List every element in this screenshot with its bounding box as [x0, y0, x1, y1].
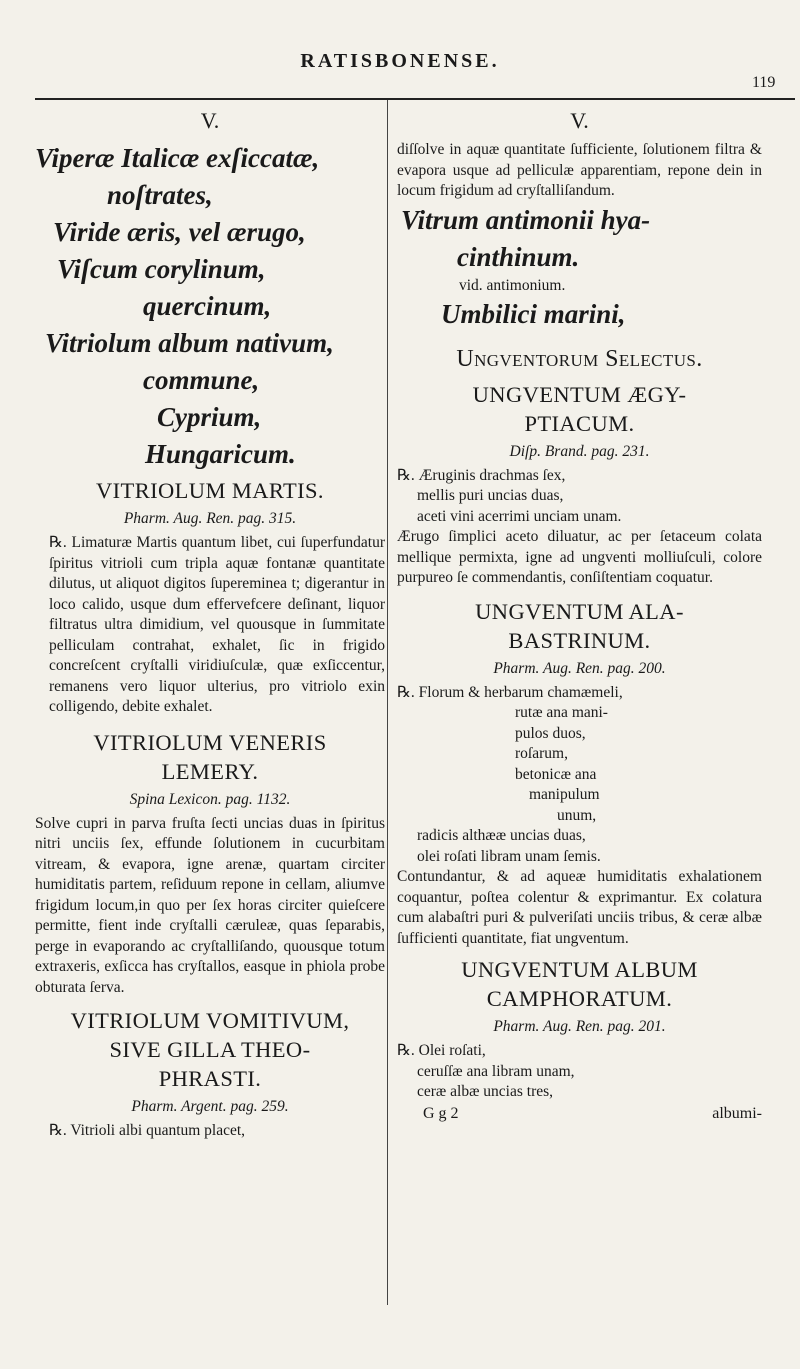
section-letter: V. — [570, 108, 589, 133]
section-ungventum-album — [397, 955, 762, 1103]
section-title: UNGVENTUM ÆGY- — [472, 381, 687, 407]
page-footer — [397, 1105, 762, 1123]
ingredient-line: roſarum, — [515, 745, 568, 762]
index-entry: Hungaricum. — [145, 439, 296, 469]
section-title: PHRASTI. — [158, 1066, 262, 1091]
section-title: CAMPHORATUM. — [486, 986, 673, 1011]
entry-title: Umbilici marini, — [441, 298, 626, 329]
ingredient-line: radicis althææ uncias duas, — [417, 827, 586, 844]
index-list — [35, 140, 385, 473]
section-title: SIVE GILLA THEO- — [109, 1037, 311, 1062]
ingredient-line: rutæ ana mani- — [515, 704, 608, 721]
section-ungventum-alabastrinum — [397, 597, 762, 950]
index-entry: Vitriolum album nativum, — [45, 328, 334, 358]
index-entry: quercinum, — [143, 291, 272, 321]
header-rule — [35, 98, 795, 100]
section-vitriolum-veneris — [35, 728, 385, 999]
section-title: VITRIOLUM VENERIS — [93, 729, 327, 755]
reference: Pharm. Aug. Ren. pag. 315. — [123, 510, 297, 527]
right-column — [397, 108, 762, 1123]
section-title: PTIACUM. — [524, 410, 635, 436]
section-vitriolum-martis — [35, 476, 385, 718]
reference: Pharm. Argent. pag. 259. — [131, 1098, 289, 1115]
section-heading: Ungventorum Selectus. — [456, 345, 703, 372]
ingredient-line: pulos duos, — [515, 724, 586, 742]
reference: Pharm. Aug. Ren. pag. 200. — [493, 659, 666, 677]
ingredient-list — [397, 466, 762, 528]
recipe-text: Ærugo ſimplici aceto diluatur, ac per ſetaceum colata mellique permixta, igne ad ungventi molliuſculi, colore purpureo ſe commendantis, conſiſtentiam coquatur. — [397, 528, 762, 586]
running-head: RATISBONENSE. — [300, 50, 500, 72]
catchword: albumi- — [712, 1104, 762, 1122]
reference: Pharm. Aug. Ren. pag. 201. — [493, 1018, 666, 1035]
recipe-text: Contundantur, & ad aqueæ humiditatis exhalationem coquantur, poſtea colentur & exprimantur. Ex colatura cum alabaſtri puri & pulveriſati unciis tribus, & ceræ albæ ſufficienti quantitate, fiat ungventum. — [397, 868, 762, 947]
ingredient-line: aceti vini acerrimi unciam unam. — [417, 507, 622, 525]
index-entry: noſtrates, — [107, 180, 213, 210]
index-entry: Cyprium, — [157, 402, 262, 432]
recipe-text: ℞. Limaturæ Martis quantum libet, cui ſuperfundatur ſpiritus vitrioli cum tripla aquæ fontanæ quantitate dilutus, ut aliquot digitos ſupereminea t; digerantur in loco calido, usque dum effervefcere deſinant, liquor filtratus ultra dimidium, vel quousque in ſummitate pelliculam contrahat, exhalet, ſic in frigido concreſcent cryſtalli viridiuſculæ, quæ exſiccentur, remanens vero liquor ulterius, pro vitriolo exin colligendo, debite exhalet. — [49, 534, 385, 715]
section-title: UNGVENTUM ALA- — [475, 598, 684, 624]
reference: Spina Lexicon. pag. 1132. — [129, 790, 291, 808]
column-divider — [387, 100, 388, 1305]
entry-title: Vitrum antimonii hya- — [401, 204, 651, 235]
section-title: UNGVENTUM ALBUM — [461, 957, 698, 982]
ingredient-line: ceræ albæ uncias tres, — [417, 1083, 554, 1100]
ingredient-line: olei roſati libram unam ſemis. — [417, 847, 601, 865]
section-title: VITRIOLUM VOMITIVUM, — [70, 1008, 350, 1033]
section-title: BASTRINUM. — [508, 627, 651, 653]
ingredient-line: ceruſſæ ana libram unam, — [417, 1062, 575, 1080]
index-entry: commune, — [143, 365, 260, 395]
entry-see: vid. antimonium. — [459, 276, 566, 294]
ingredient-line: betonicæ ana — [515, 765, 597, 783]
section-ungventum-aegyptiacum — [397, 380, 762, 589]
index-entry: Viride æris, vel ærugo, — [53, 217, 306, 247]
ingredient-list — [397, 1041, 762, 1103]
ingredient-line: manipulum — [529, 786, 600, 803]
recipe-text: Solve cupri in parva fruſta ſecti uncias duas in ſpiritus nitri unciis ſex, effunde ſolutionem in cucurbitam vitream, & evapora, igne arenæ, quartam circiter humiditatis partem, reſiduum repone in cellam, aliumve frigidum locum,in quo per ſex horas circiter quieſcere permitte, fient inde cryſtalli cæruleæ, quas ſeparabis, perge in evaporando ac cryſtalliſando, quousque totum extraxeris, exſicca has cryſtallos, easque in phiola probe obturata ſerva. — [35, 814, 385, 996]
ingredient-line: ℞. Olei roſati, — [397, 1042, 486, 1059]
section-title: VITRIOLUM MARTIS. — [96, 478, 324, 503]
continuation-text: diſſolve in aquæ quantitate ſufficiente, ſolutionem filtra & evapora usque ad pelliculæ apparentiam, repone dein in locum frigidum ad cryſtalliſandum. — [397, 141, 762, 199]
recipe-text: ℞. Vitrioli albi quantum placet, — [49, 1122, 246, 1139]
index-entry: Viperæ Italicæ exſiccatæ, — [35, 143, 320, 173]
ingredient-line: ℞. Florum & herbarum chamæmeli, — [397, 683, 623, 701]
entry-title: cinthinum. — [457, 241, 580, 272]
ingredient-line: unum, — [557, 806, 597, 824]
ingredient-list — [397, 683, 762, 868]
signature-mark: G g 2 — [423, 1104, 459, 1122]
reference: Diſp. Brand. pag. 231. — [509, 442, 650, 460]
section-title: LEMERY. — [161, 758, 259, 784]
ingredient-line: ℞. Æruginis drachmas ſex, — [397, 466, 566, 484]
page-number: 119 — [752, 74, 776, 91]
ingredient-line: mellis puri uncias duas, — [417, 487, 564, 504]
section-vitriolum-vomitivum — [35, 1006, 385, 1142]
index-entry: Viſcum corylinum, — [57, 254, 266, 284]
left-column — [35, 108, 385, 1142]
section-letter: V. — [200, 108, 220, 133]
